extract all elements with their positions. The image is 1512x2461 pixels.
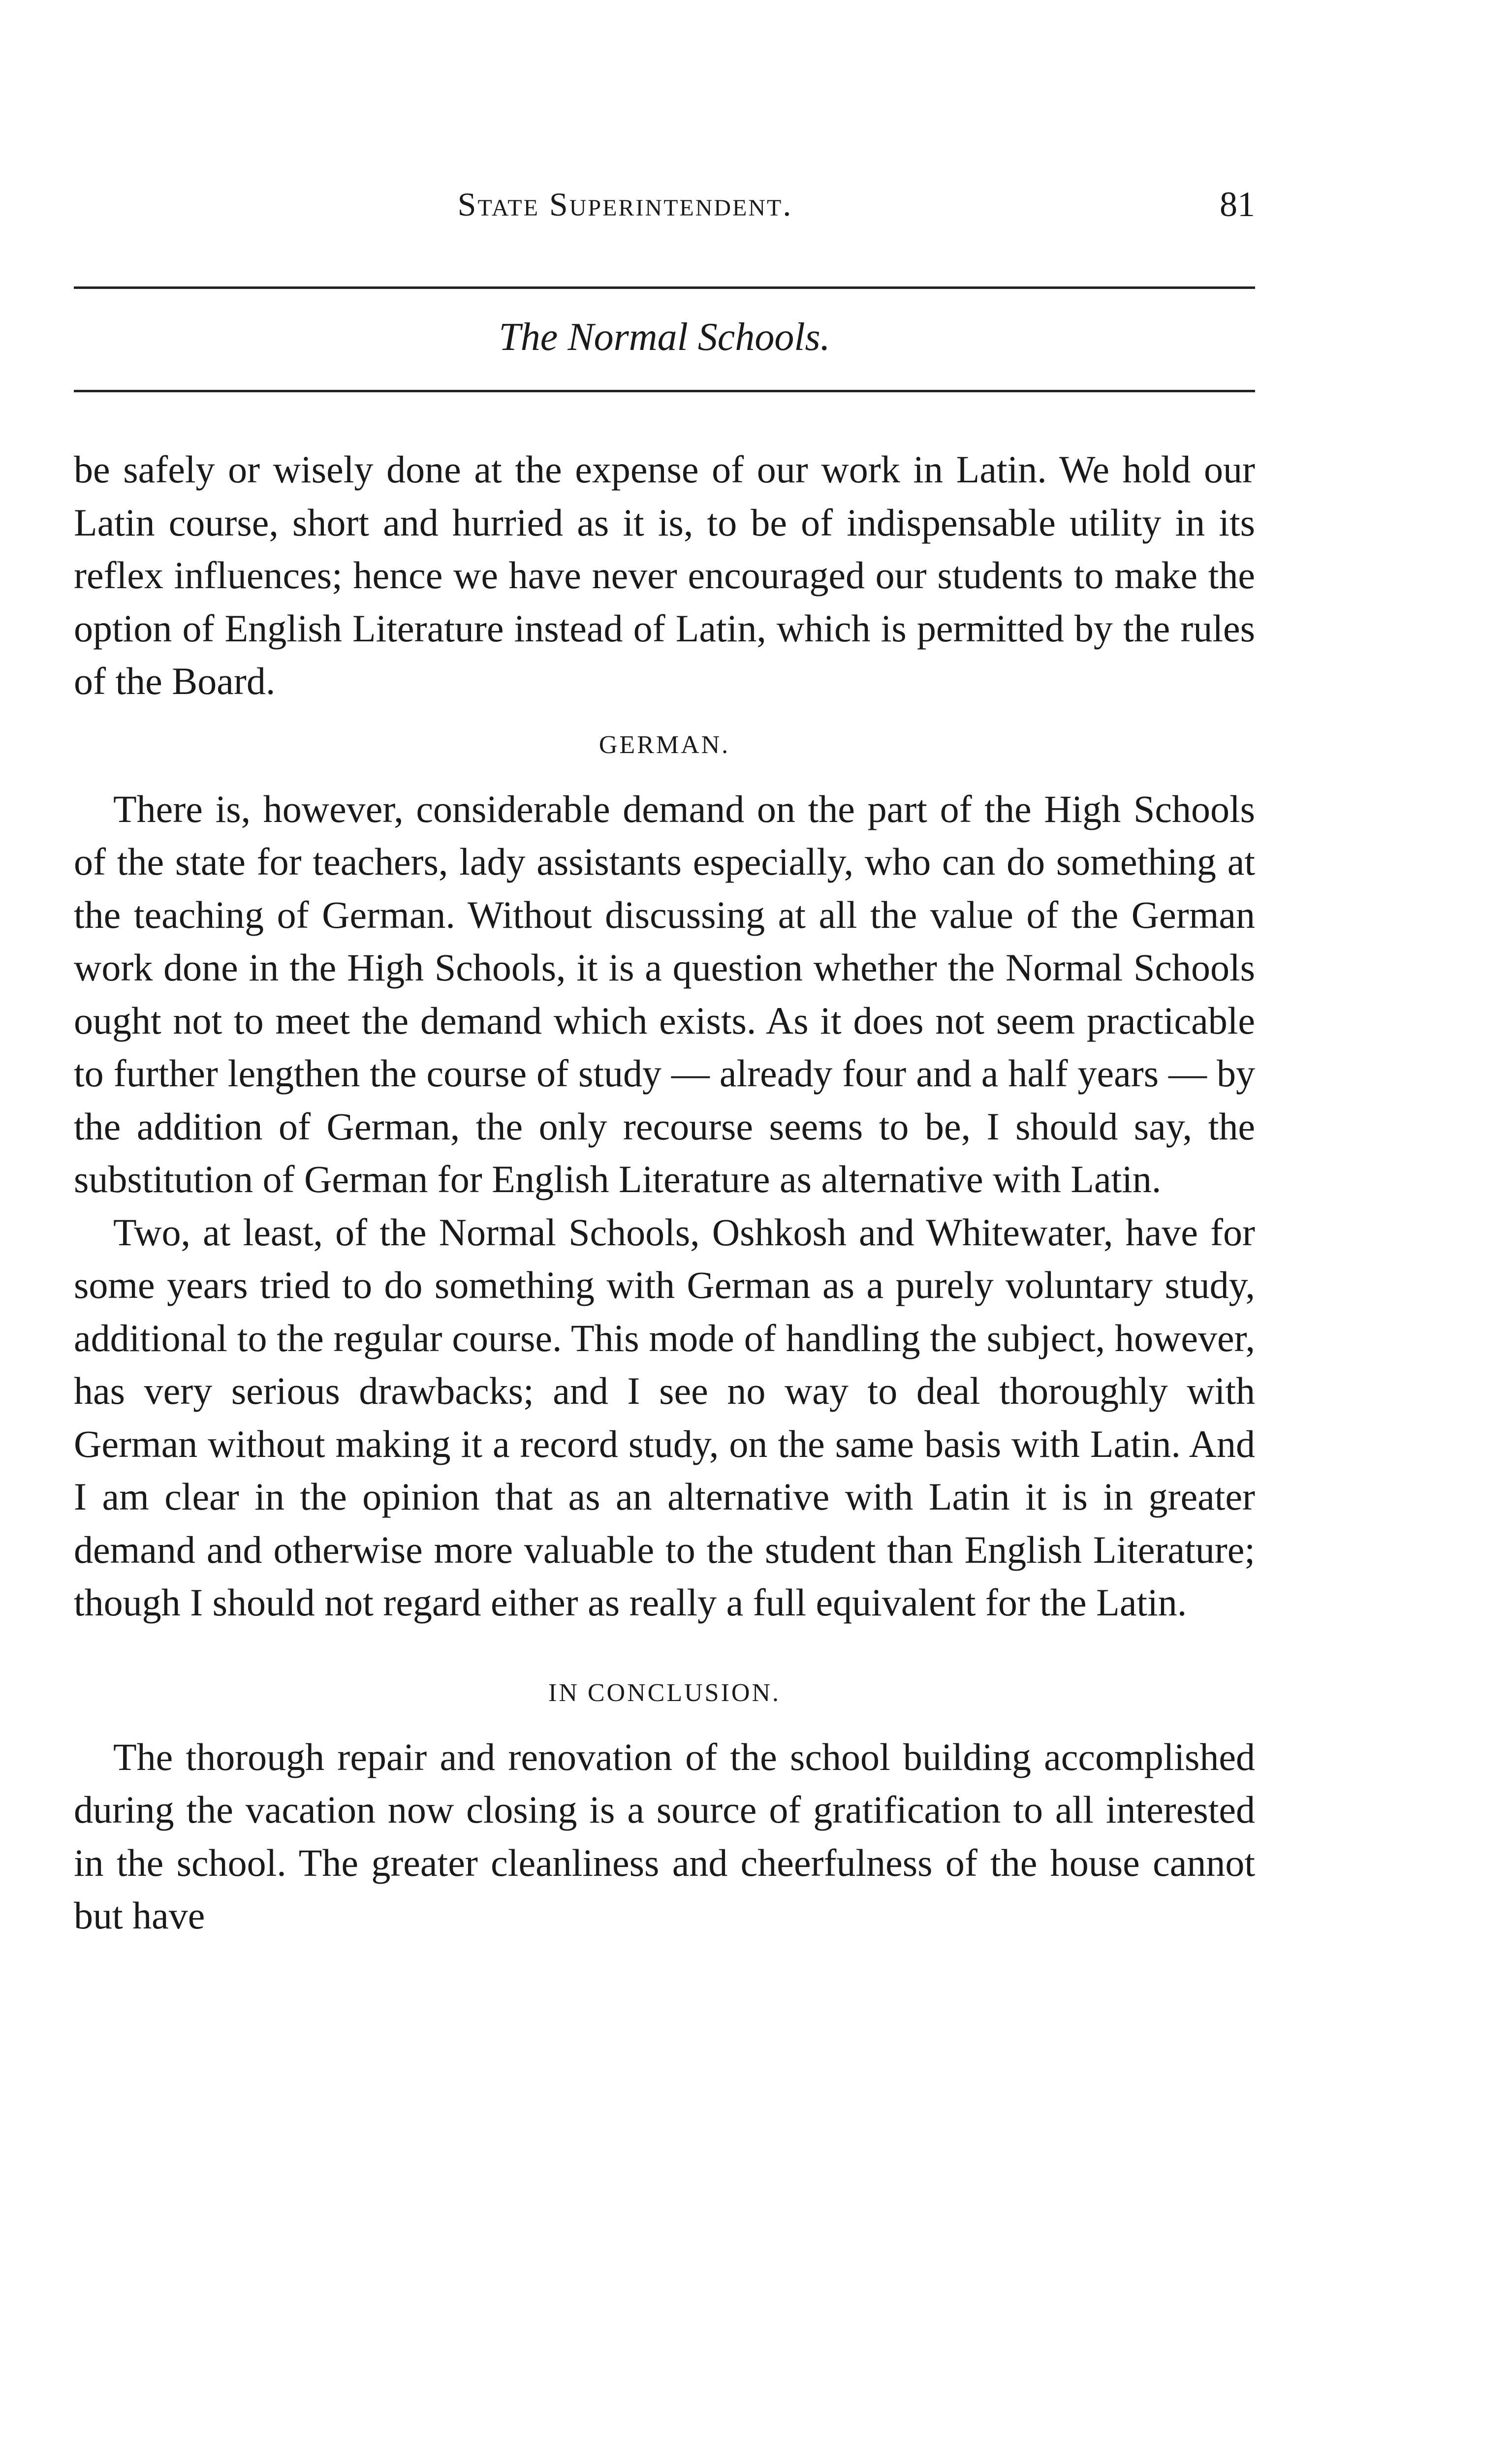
paragraph-latin-continuation: be safely or wisely done at the expense of our work in Latin. We hold our Latin course, short and hurried as it is, to be of indispensable utility in its reflex influences; hence we have never encouraged our students to make the option of English Literature instead of Latin, which is permitted by the rules of the Board. <box>74 448 1255 702</box>
page-number: 81 <box>1220 185 1255 224</box>
section-title: The Normal Schools. <box>499 316 830 359</box>
subhead-german: GERMAN. <box>598 730 730 759</box>
paragraph-german-demand: There is, however, considerable demand on the part of the High Schools of the state for teachers, lady assistants especially, who can do something at the teaching of German. Without discussing at all the value of the German work done in the High Schools, it is a question whether the Normal Schools ought not to meet the demand which exists. As it does not seem practicable to further lengthen the course of study — already four and a half years — by the addition of German, the only recourse seems to be, I should say, the substitution of German for English Literature as alternative with Latin. <box>74 787 1255 1200</box>
book-page <box>74 0 1255 2461</box>
subhead-in-conclusion: IN CONCLUSION. <box>548 1678 781 1707</box>
header-rule-top <box>74 286 1255 289</box>
header-rule-bottom <box>74 390 1255 392</box>
paragraph-conclusion: The thorough repair and renovation of the school building accomplished during the vacation now closing is a source of gratification to all interested in the school. The greater cleanliness and cheerfulness of the house cannot but have <box>74 1735 1255 1937</box>
paragraph-oshkosh-whitewater: Two, at least, of the Normal Schools, Oshkosh and Whitewater, have for some years tried to do something with German as a purely voluntary study, additional to the regular course. This mode of handling the subject, however, has very serious drawbacks; and I see no way to deal thoroughly with German without making it a record study, on the same basis with Latin. And I am clear in the opinion that as an alternative with Latin it is in greater demand and otherwise more valuable to the student than English Literature; though I should not regard either as really a full equivalent for the Latin. <box>74 1210 1255 1624</box>
running-head <box>74 180 1255 229</box>
running-title: State Superintendent. <box>457 186 793 223</box>
body-text <box>74 443 1255 1942</box>
